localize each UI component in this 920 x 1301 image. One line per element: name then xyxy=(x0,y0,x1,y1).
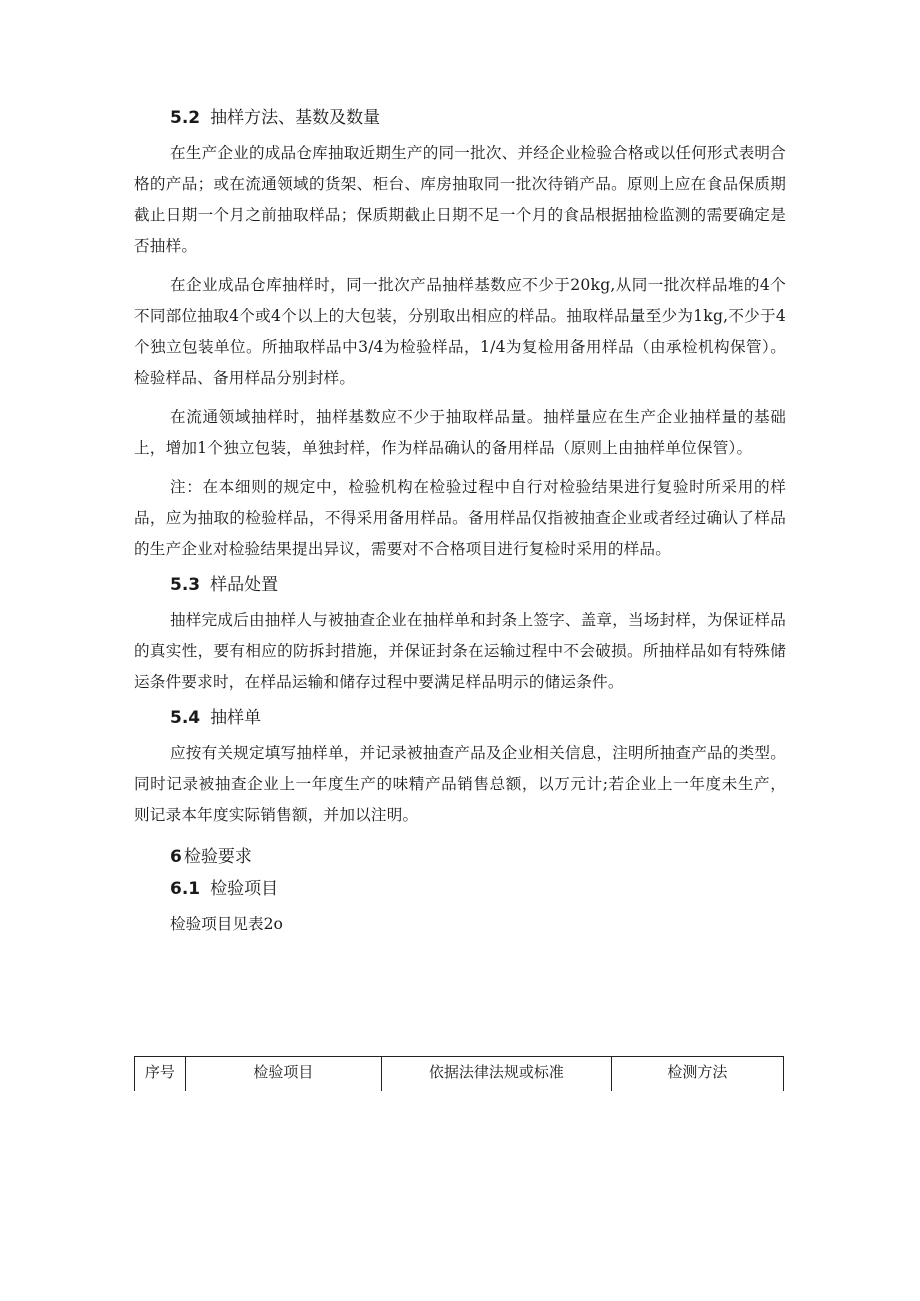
paragraph: 在生产企业的成品仓库抽取近期生产的同一批次、并经企业检验合格或以任何形式表明合格的产品；或在流通领域的货架、柜台、库房抽取同一批次待销产品。原则上应在食品保质期截止日期一个月之前抽取样品；保质期截止日期不足一个月的食品根据抽检监测的需要确定是否抽样。 xyxy=(134,144,786,255)
section-number: 5.4 xyxy=(170,708,201,728)
paragraph: 应按有关规定填写抽样单，并记录被抽查产品及企业相关信息，注明所抽查产品的类型。同时记录被抽查企业上一年度生产的味精产品销售总额，以万元计;若企业上一年度未生产，则记录本年度实际销售额，并加以注明。 xyxy=(134,744,786,824)
section-heading-5-2 xyxy=(170,106,786,130)
note-paragraph: 注：在本细则的规定中，检验机构在检验过程中自行对检验结果进行复验时所采用的样品，应为抽取的检验样品，不得采用备用样品。备用样品仅指被抽查企业或者经过确认了样品的生产企业对检验结果提出异议，需要对不合格项目进行复检时采用的样品。 xyxy=(134,478,786,558)
col-header-item: 检验项目 xyxy=(185,1057,381,1092)
col-header-standard: 依据法律法规或标准 xyxy=(381,1057,611,1092)
section-number: 5.3 xyxy=(170,575,201,595)
paragraph: 在流通领域抽样时，抽样基数应不少于抽取样品量。抽样量应在生产企业抽样量的基础上，增加1个独立包装，单独封样，作为样品确认的备用样品（原则上由抽样单位保管）。 xyxy=(134,408,786,457)
section-title: 样品处置 xyxy=(210,575,279,595)
table-reference: 检验项目见表2o xyxy=(170,915,283,933)
col-header-index: 序号 xyxy=(135,1057,186,1092)
paragraph: 在企业成品仓库抽样时，同一批次产品抽样基数应不少于20kg,从同一批次样品堆的4个不同部位抽取4个或4个以上的大包装，分别取出相应的样品。抽取样品量至少为1kg,不少于4个独立包装单位。所抽取样品中3/4为检验样品，1/4为复检用备用样品（由承检机构保管）。检验样品、备用样品分别封样。 xyxy=(134,276,786,387)
section-number: 6.1 xyxy=(170,879,201,899)
section-title: 抽样单 xyxy=(210,708,262,728)
document-body xyxy=(134,106,786,946)
section-title: 抽样方法、基数及数量 xyxy=(210,108,381,128)
col-header-method: 检测方法 xyxy=(611,1057,783,1092)
section-title: 检验项目 xyxy=(210,879,279,899)
section-number: 6 xyxy=(170,847,182,867)
section-heading-5-4 xyxy=(170,706,786,730)
section-heading-6 xyxy=(170,845,786,869)
table-header-row xyxy=(135,1057,784,1092)
inspection-items-table xyxy=(134,1056,784,1091)
section-heading-6-1 xyxy=(170,877,786,901)
paragraph: 抽样完成后由抽样人与被抽查企业在抽样单和封条上签字、盖章，当场封样，为保证样品的真实性，要有相应的防拆封措施，并保证封条在运输过程中不会破损。所抽样品如有特殊储运条件要求时，在样品运输和储存过程中要满足样品明示的储运条件。 xyxy=(134,611,786,691)
section-number: 5.2 xyxy=(170,108,201,128)
section-title: 检验要求 xyxy=(183,847,252,867)
section-heading-5-3 xyxy=(170,573,786,597)
